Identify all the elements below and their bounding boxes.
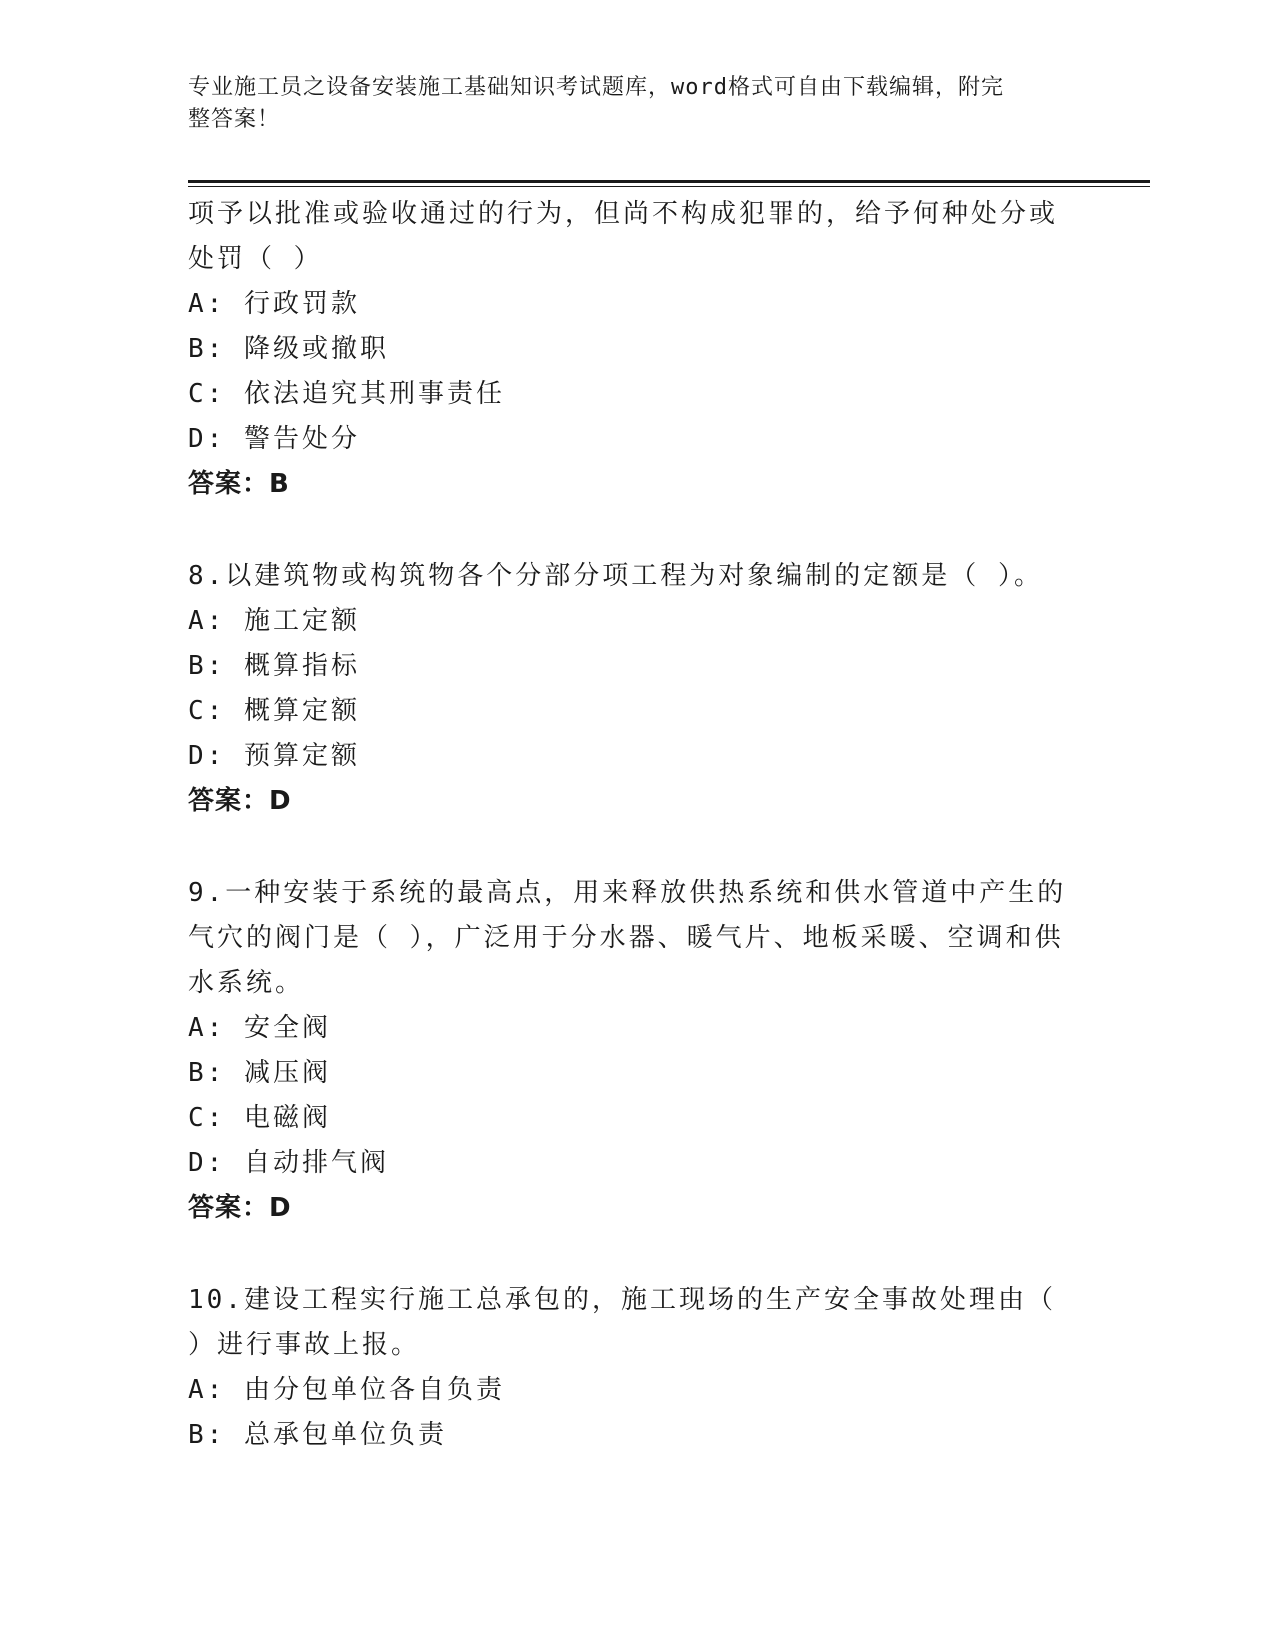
option-a: A: 施工定额 — [188, 606, 360, 636]
option-b: B: 降级或撤职 — [188, 334, 389, 364]
option-b: B: 概算指标 — [188, 651, 360, 681]
answer: 答案：B — [188, 469, 290, 499]
option-d: D: 预算定额 — [188, 741, 360, 771]
question-stem: 8.以建筑物或构筑物各个分部分项工程为对象编制的定额是（ ）。 — [188, 561, 1043, 591]
question-stem: 水系统。 — [188, 968, 305, 998]
question-stem: 气穴的阀门是（ ），广泛用于分水器、暖气片、地板采暖、空调和供 — [188, 923, 1064, 953]
header-rule-thin — [188, 186, 1150, 187]
question-8 — [188, 554, 1088, 824]
question-10 — [188, 1278, 1088, 1458]
question-stem: 处罚（ ） — [188, 244, 323, 274]
option-a: A: 由分包单位各自负责 — [188, 1375, 505, 1405]
option-b: B: 总承包单位负责 — [188, 1420, 447, 1450]
question-stem: 9.一种安装于系统的最高点，用来释放供热系统和供水管道中产生的 — [188, 878, 1067, 908]
question-stem: 10.建设工程实行施工总承包的，施工现场的生产安全事故处理由（ — [188, 1285, 1056, 1315]
header-rule-thick — [188, 180, 1150, 183]
option-d: D: 警告处分 — [188, 424, 360, 454]
option-c: C: 电磁阀 — [188, 1103, 331, 1133]
option-a: A: 行政罚款 — [188, 289, 360, 319]
option-a: A: 安全阀 — [188, 1013, 331, 1043]
option-d: D: 自动排气阀 — [188, 1148, 389, 1178]
answer: 答案：D — [188, 1193, 292, 1223]
header-line-2: 整答案！ — [188, 107, 281, 132]
question-stem: ）进行事故上报。 — [188, 1330, 421, 1360]
option-c: C: 概算定额 — [188, 696, 360, 726]
question-content — [188, 192, 1088, 1458]
question-9 — [188, 871, 1088, 1231]
option-c: C: 依法追究其刑事责任 — [188, 379, 505, 409]
option-b: B: 减压阀 — [188, 1058, 331, 1088]
answer: 答案：D — [188, 786, 292, 816]
header-line-1: 专业施工员之设备安装施工基础知识考试题库，word格式可自由下载编辑，附完 — [188, 75, 1004, 100]
question-7 — [188, 192, 1088, 507]
question-stem: 项予以批准或验收通过的行为，但尚不构成犯罪的，给予何种处分或 — [188, 199, 1059, 229]
document-header — [188, 72, 1088, 136]
